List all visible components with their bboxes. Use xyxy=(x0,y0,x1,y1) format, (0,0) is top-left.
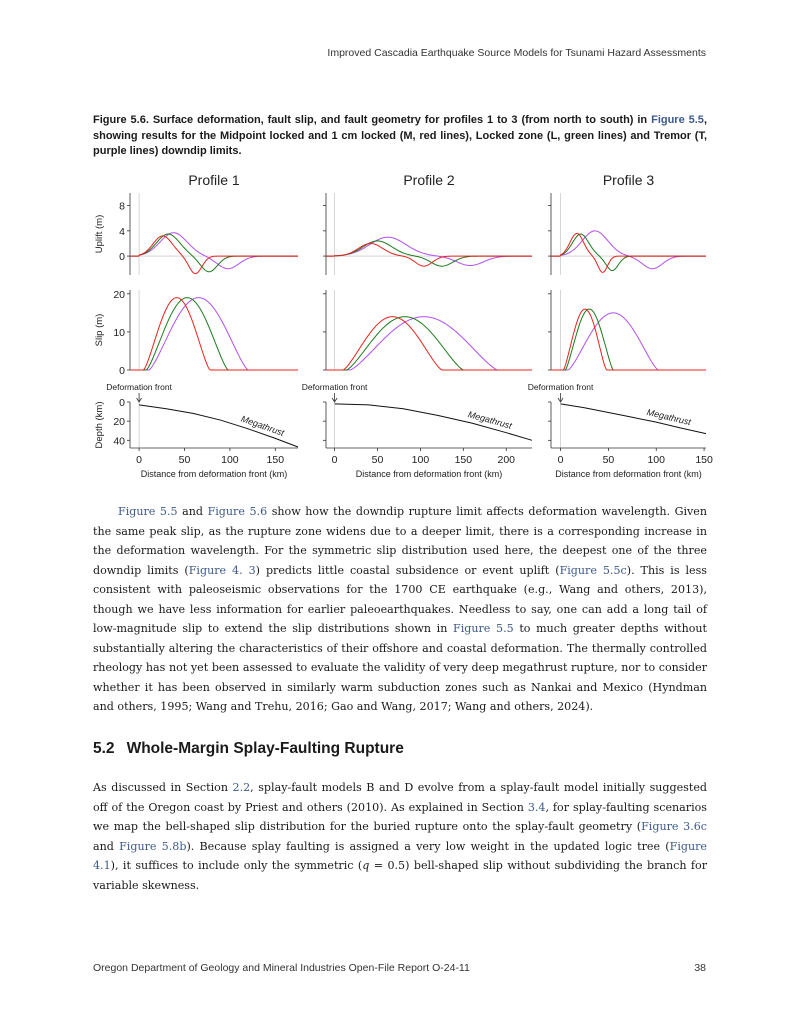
figure-reference-link[interactable]: Figure 5.6 xyxy=(207,505,268,518)
x-tick-label: 100 xyxy=(647,454,666,466)
text-run: , for splay-faulting scenarios we map the bell-shaped slip distribution for the buried rupture onto the splay-fault geometry ( xyxy=(93,800,707,833)
x-tick-label: 0 xyxy=(136,454,143,466)
x-tick-label: 0 xyxy=(331,454,338,466)
figure-5-6-chart xyxy=(80,165,720,479)
x-tick-label: 100 xyxy=(411,454,430,466)
slip-line-T xyxy=(130,298,298,370)
page-number: 38 xyxy=(694,962,706,974)
x-axis-label: Distance from deformation front (km) xyxy=(355,469,503,479)
footer-report-title: Oregon Department of Geology and Mineral Industries Open-File Report O-24-11 xyxy=(93,962,470,974)
y-axis-label: Slip (m) xyxy=(94,313,105,347)
y-tick-label: 20 xyxy=(113,288,125,301)
uplift-line-L xyxy=(551,234,706,271)
uplift-line-T xyxy=(551,231,706,269)
text-run: to much greater depths without substantially altering the characteristics of their offshore and coastal deformation. The thermally controlled rheology has not yet been assessed to evaluate the validity of very deep megathrust rupture, nor to consider whether it has been observed in similarly warm subduction zones such as Nankai and Mexico (Hyndman and others, 1995; Wang and Trehu, 2016; Gao and Wang, 2017; Wang and others, 2024). xyxy=(93,622,708,713)
text-run: ). This is less consistent with paleoseismic observations for the 1700 CE earthquake (e.g., Wang and others, 2013), though we have less information for earlier paleoearthquakes. Needless to say, one can add a long tail of low-magnitude slip to extend the slip distributions shown in xyxy=(93,563,707,635)
text-run: show how the downdip rupture limit affects deformation wavelength. Given the same peak slip, as the rupture zone widens due to a deeper limit, there is a corresponding increase in the deformation wavelength. For the symmetric slip distribution used here, the deepest one of the three downdip limits ( xyxy=(93,505,708,577)
figure-reference-link[interactable]: Figure 3.6c xyxy=(641,820,707,833)
slip-line-M xyxy=(551,309,706,370)
section-number: 5.2 xyxy=(93,740,115,757)
uplift-line-M xyxy=(130,236,298,274)
megathrust-label: Megathrust xyxy=(239,413,286,438)
figure-reference-link[interactable]: Figure 4. 3 xyxy=(188,563,256,577)
running-header: Improved Cascadia Earthquake Source Models for Tsunami Hazard Assessments xyxy=(327,47,706,59)
megathrust-label: Megathrust xyxy=(645,406,692,428)
deformation-front-label: Deformation front xyxy=(301,382,368,392)
x-tick-label: 100 xyxy=(221,454,239,466)
x-tick-label: 150 xyxy=(454,454,473,466)
figure-reference-link[interactable]: Figure 5.5 xyxy=(118,505,178,518)
x-tick-label: 0 xyxy=(557,454,564,466)
uplift-line-T xyxy=(130,233,298,269)
body-paragraph-2 xyxy=(93,778,707,895)
y-tick-label: 10 xyxy=(113,326,125,339)
text-run: ), it suffices to include only the symmetric ( xyxy=(110,859,363,872)
figure-reference-link[interactable]: Figure 4.1 xyxy=(93,839,707,872)
figure-reference-link[interactable]: 2.2 xyxy=(232,781,251,794)
body-paragraph-1 xyxy=(93,502,707,717)
figure-reference-link[interactable]: 3.4 xyxy=(527,800,546,814)
text-run: ) predicts little coastal subsidence or event uplift ( xyxy=(255,563,560,577)
slip-line-M xyxy=(326,317,532,370)
text-run: , splay-fault models B and D evolve from a splay-fault model initially suggested off of the Oregon coast by Priest and others (2010). As explained in Section xyxy=(93,781,707,814)
y-tick-label: 8 xyxy=(119,200,125,213)
caption-prefix: Figure 5.6. Surface deformation, fault slip, and fault geometry for profiles 1 to 3 (from north to south) in xyxy=(93,114,652,126)
x-tick-label: 150 xyxy=(695,454,713,466)
figure-reference-link[interactable]: Figure 5.5c xyxy=(559,563,627,577)
profile-title: Profile 1 xyxy=(188,172,240,188)
figure-caption xyxy=(93,113,707,160)
megathrust-label: Megathrust xyxy=(466,409,513,431)
y-tick-label: 20 xyxy=(113,416,125,429)
figure-reference-link[interactable]: Figure 5.5 xyxy=(453,622,514,635)
slip-line-L xyxy=(551,309,706,370)
y-tick-label: 4 xyxy=(119,225,125,238)
profile-title: Profile 2 xyxy=(403,172,455,188)
slip-line-T xyxy=(326,317,532,370)
uplift-line-L xyxy=(326,241,532,266)
y-tick-label: 0 xyxy=(119,365,125,377)
text-run: and xyxy=(177,505,208,518)
uplift-line-L xyxy=(130,234,298,272)
y-axis-label: Uplift (m) xyxy=(94,214,105,254)
figure-reference-link[interactable]: Figure 5.8b xyxy=(119,839,187,853)
math-variable: q xyxy=(362,859,370,872)
slip-line-L xyxy=(326,317,532,370)
x-axis-label: Distance from deformation front (km) xyxy=(555,469,702,479)
x-tick-label: 50 xyxy=(602,454,615,466)
x-tick-label: 200 xyxy=(497,454,516,466)
text-run: and xyxy=(93,839,120,853)
y-tick-label: 0 xyxy=(119,251,125,264)
section-heading xyxy=(93,740,404,758)
x-tick-label: 50 xyxy=(371,454,384,466)
text-run: ). Because splay faulting is assigned a very low weight in the updated logic tree ( xyxy=(186,839,670,853)
profile-title: Profile 3 xyxy=(602,172,655,188)
x-axis-label: Distance from deformation front (km) xyxy=(140,469,288,479)
caption-suffix: , showing results for the Midpoint locked and 1 cm locked (M, red lines), Locked zone (L, green lines) and Tremor (T, purple lines) downdip limits. xyxy=(93,114,707,157)
y-tick-label: 0 xyxy=(119,397,125,409)
y-tick-label: 40 xyxy=(113,435,125,448)
section-title: Whole-Margin Splay-Faulting Rupture xyxy=(126,740,404,757)
y-axis-label: Depth (km) xyxy=(94,401,105,449)
x-tick-label: 50 xyxy=(178,454,191,466)
text-run: = 0.5) bell-shaped slip without subdividing the branch for variable skewness. xyxy=(93,859,708,892)
caption-figure-link[interactable]: Figure 5.5 xyxy=(651,114,704,126)
x-tick-label: 150 xyxy=(266,454,285,466)
deformation-front-label: Deformation front xyxy=(527,382,594,392)
text-run: As discussed in Section xyxy=(93,781,233,794)
deformation-front-label: Deformation front xyxy=(106,382,172,392)
